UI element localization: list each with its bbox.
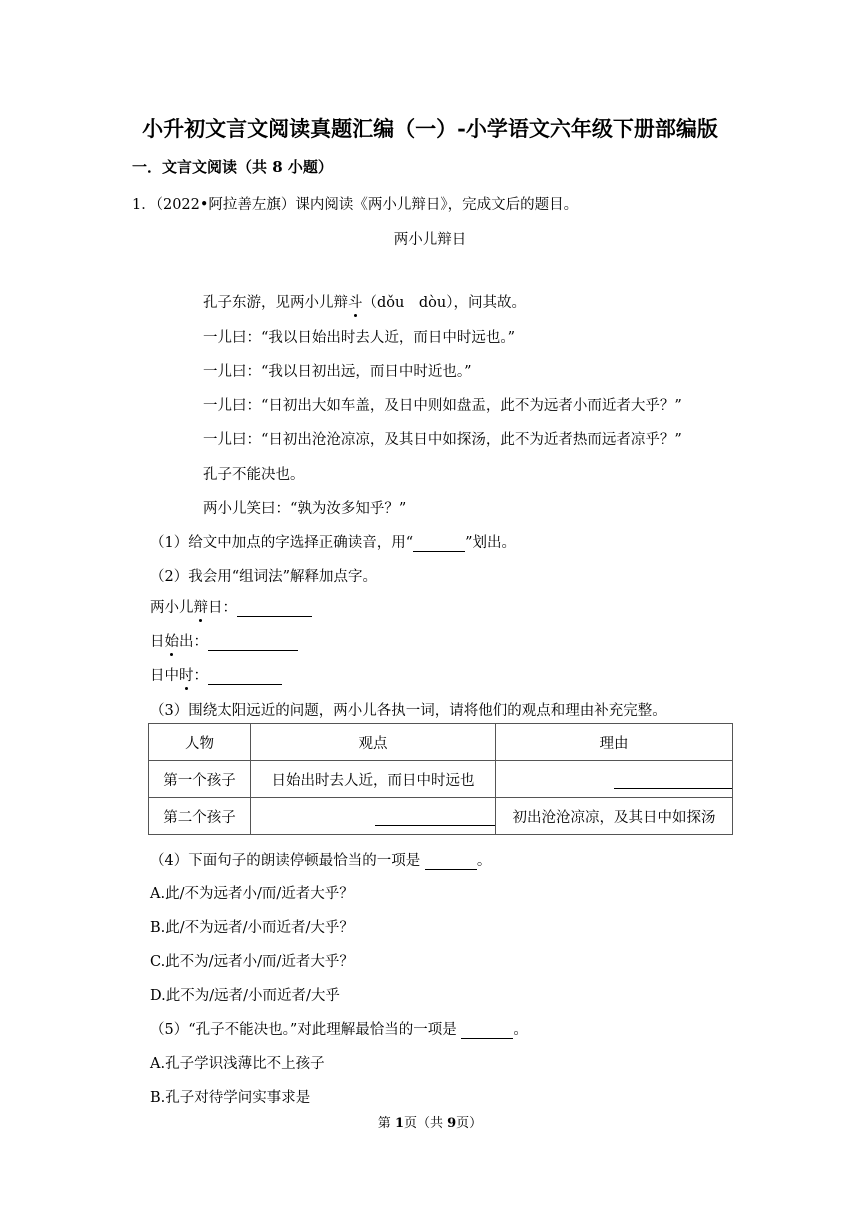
table-header: 观点 xyxy=(251,724,496,761)
option-a: A.孔子学识浅薄比不上孩子 xyxy=(150,1056,325,1072)
dotted-char: 始 xyxy=(165,630,180,651)
passage-line-1-pre: 孔子东游，见两小儿辩 xyxy=(203,295,348,311)
answer-blank[interactable] xyxy=(461,1024,513,1039)
option-d: D.此不为/远者/小而近者/大乎 xyxy=(150,988,340,1004)
section-heading: 一．文言文阅读（共 8 小题） xyxy=(132,158,333,176)
footer-post: 页） xyxy=(456,1116,483,1131)
table-cell: 第二个孩子 xyxy=(149,798,251,835)
footer-mid: 页（共 xyxy=(403,1116,448,1131)
table-row xyxy=(149,761,733,798)
sub-question-4 xyxy=(150,849,491,870)
table-cell: 日始出时去人近，而日中时远也 xyxy=(251,761,496,798)
answer-blank[interactable] xyxy=(375,811,495,826)
sub-question-4-end: 。 xyxy=(476,853,492,869)
option-c: C.此不为/远者小/而/近者大乎？ xyxy=(150,954,354,970)
dotted-char: 斗 xyxy=(348,291,363,312)
passage-line-2: 一儿曰：“我以日始出时去人近，而日中时远也。” xyxy=(203,330,516,346)
sub-question-1 xyxy=(150,531,516,552)
sub-question-5 xyxy=(150,1018,528,1039)
word-item-3-post: ： xyxy=(193,668,208,684)
option-a: A.此/不为远者小/而/近者大乎？ xyxy=(150,886,354,902)
answer-blank[interactable] xyxy=(425,855,477,870)
answer-blank[interactable] xyxy=(237,602,312,617)
question-intro: 1．（2022•阿拉善左旗）课内阅读《两小儿辩日》，完成文后的题目。 xyxy=(132,197,579,213)
table-header: 人物 xyxy=(149,724,251,761)
table-row xyxy=(149,798,733,835)
passage-line-3: 一儿曰：“我以日初出远，而日中时近也。” xyxy=(203,364,472,380)
dotted-char: 时 xyxy=(179,664,194,685)
table-header: 理由 xyxy=(496,724,733,761)
sub-question-3: （3）围绕太阳远近的问题，两小儿各执一词，请将他们的观点和理由补充完整。 xyxy=(150,703,667,719)
dotted-char: 辩 xyxy=(194,596,209,617)
sub-question-5-text: （5）“孔子不能决也。”对此理解最恰当的一项是 xyxy=(150,1022,457,1038)
total-pages: 9 xyxy=(447,1116,457,1131)
answer-blank[interactable] xyxy=(208,636,298,651)
sub-question-4-text: （4）下面句子的朗读停顿最恰当的一项是 xyxy=(150,853,421,869)
passage-line-5: 一儿曰：“日初出沧沧凉凉，及其日中如探汤，此不为近者热而远者凉乎？” xyxy=(203,432,682,448)
page-title: 小升初文言文阅读真题汇编（一）-小学语文六年级下册部编版 xyxy=(142,116,718,141)
sub-question-1-post: ”划出。 xyxy=(465,535,517,551)
passage-line-4: 一儿曰：“日初出大如车盖，及日中则如盘盂，此不为远者小而近者大乎？” xyxy=(203,398,682,414)
word-item-1 xyxy=(150,596,312,617)
option-b: B.孔子对待学问实事求是 xyxy=(150,1090,311,1106)
passage-title: 两小儿辩日 xyxy=(393,232,467,248)
table-header-row xyxy=(149,724,733,761)
word-item-2-pre: 日 xyxy=(150,634,165,650)
word-item-2-post: 出： xyxy=(179,634,208,650)
word-item-1-post: 日： xyxy=(208,600,237,616)
passage-line-7: 两小儿笑曰：“孰为汝多知乎？” xyxy=(203,501,407,517)
word-item-1-pre: 两小儿 xyxy=(150,600,194,616)
table-cell-blank[interactable] xyxy=(496,761,733,798)
underline-sample xyxy=(413,537,465,552)
word-item-3-pre: 日中 xyxy=(150,668,179,684)
footer-pre: 第 xyxy=(377,1116,395,1131)
sub-question-2: （2）我会用“组词法”解释加点字。 xyxy=(150,569,378,585)
sub-question-1-pre: （1）给文中加点的字选择正确读音，用“ xyxy=(150,535,414,551)
passage-line-6: 孔子不能决也。 xyxy=(203,467,305,483)
answer-blank[interactable] xyxy=(208,670,282,685)
table-cell: 第一个孩子 xyxy=(149,761,251,798)
sub-question-5-end: 。 xyxy=(513,1022,528,1038)
page-footer xyxy=(0,1112,860,1131)
answer-table xyxy=(148,723,733,835)
option-b: B.此/不为远者/小而近者/大乎？ xyxy=(150,920,354,936)
passage-line-1 xyxy=(203,291,526,312)
passage-line-1-post: （dǒu dòu），问其故。 xyxy=(362,295,526,311)
word-item-3 xyxy=(150,664,282,685)
table-cell-blank[interactable] xyxy=(251,798,496,835)
answer-blank[interactable] xyxy=(614,774,732,789)
table-cell: 初出沧沧凉凉，及其日中如探汤 xyxy=(496,798,733,835)
word-item-2 xyxy=(150,630,298,651)
page-number: 1 xyxy=(394,1116,404,1131)
